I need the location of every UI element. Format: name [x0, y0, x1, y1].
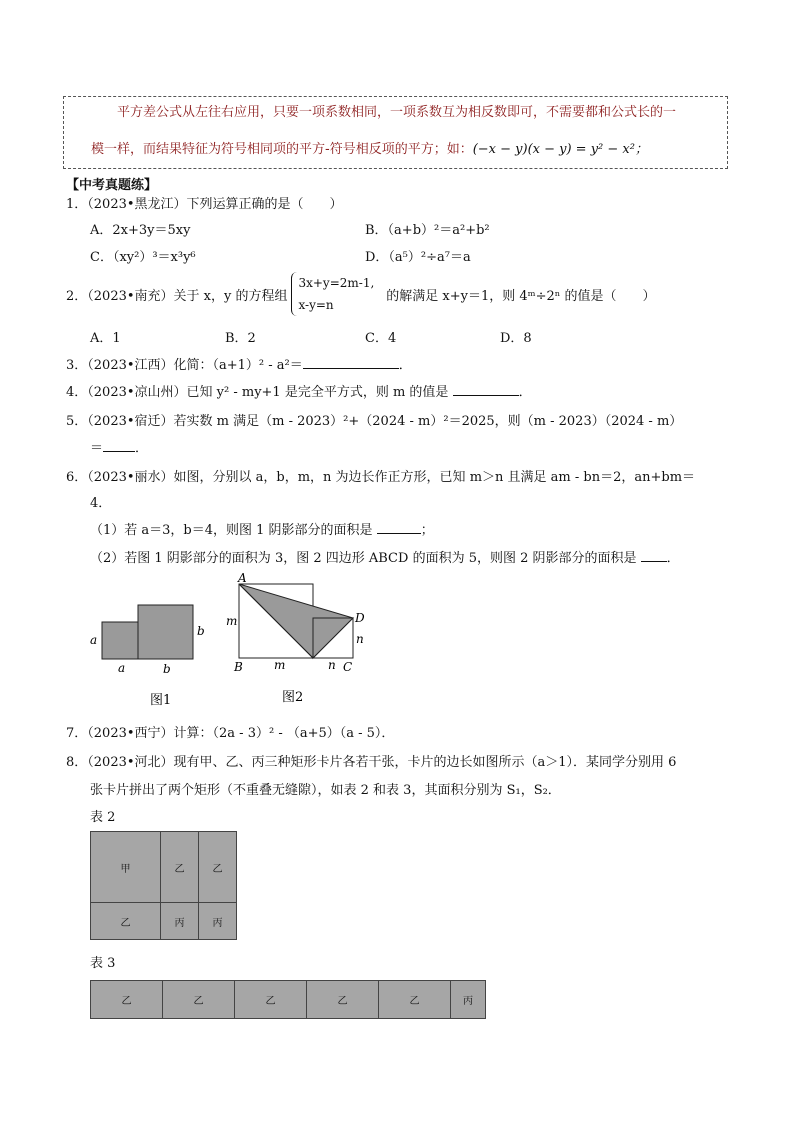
q2-stem — [66, 272, 656, 316]
section-title: 【中考真题练】 — [66, 178, 158, 193]
table2-card-yi: 乙 — [160, 831, 199, 903]
fig1-label-a-side: a — [90, 633, 98, 647]
q4-end: ． — [518, 385, 532, 400]
figure-2 — [222, 570, 372, 710]
q2-eq1: 3x+y=2m-1, — [298, 276, 375, 290]
q8-line2: 张卡片拼出了两个矩形（不重叠无缝隙），如表 2 和表 3，其面积分别为 S₁，S₂． — [90, 783, 561, 798]
table2-figure — [90, 831, 238, 941]
table3-card-yi: 乙 — [90, 980, 163, 1019]
q5-end: ． — [135, 441, 149, 456]
q6-sub2 — [90, 547, 680, 566]
fig2-label-d: D — [355, 611, 365, 625]
fig2-label-a: A — [238, 571, 247, 585]
q3-answer-blank[interactable] — [303, 356, 399, 369]
fig1-label-a-bottom: a — [118, 661, 126, 675]
q6-line2: 4． — [90, 496, 112, 511]
q6-sub1-blank[interactable] — [377, 521, 421, 534]
q5-line2 — [90, 437, 148, 456]
table2-card-yi: 乙 — [198, 831, 237, 903]
fig1-caption: 图1 — [150, 693, 172, 708]
fig2-caption: 图2 — [282, 690, 304, 705]
tip-formula: (−x − y)(x − y) = y² − x²； — [472, 142, 648, 157]
q2-eq2: x-y=n — [298, 298, 334, 312]
fig2-label-n-bottom: n — [328, 658, 336, 672]
fig2-label-b: B — [234, 660, 243, 674]
q7: 7．（2023•西宁）计算：（2a - 3）² - （a+5）（a - 5）． — [66, 726, 395, 741]
table3-figure — [90, 980, 486, 1020]
q1-option-d: D．（a⁵）²÷a⁷＝a — [365, 250, 471, 265]
table2-label: 表 2 — [90, 810, 116, 825]
fig1-label-b-side: b — [197, 624, 205, 638]
q1-stem: 1．（2023•黑龙江）下列运算正确的是（ ） — [66, 197, 343, 212]
q2-option-a: A．1 — [90, 331, 121, 346]
fig1-square-b — [138, 605, 193, 659]
fig1-label-b-bottom: b — [163, 662, 171, 676]
q6-sub1-text: （1）若 a＝3，b＝4，则图 1 阴影部分的面积是 — [90, 523, 373, 538]
q2-pre: 2．（2023•南充）关于 x，y 的方程组 — [66, 288, 288, 304]
table2-card-yi: 乙 — [90, 902, 161, 940]
table3-card-yi: 乙 — [234, 980, 307, 1019]
q1-option-c: C．（xy²）³＝x³y⁶ — [90, 250, 196, 265]
fig2-label-m-bottom: m — [274, 658, 286, 672]
q2-option-c: C．4 — [365, 331, 397, 346]
table3-card-bing: 丙 — [450, 980, 486, 1019]
table3-card-yi: 乙 — [378, 980, 451, 1019]
q3 — [66, 354, 412, 373]
table2-card-jia: 甲 — [90, 831, 161, 903]
q6-sub2-end: ． — [666, 551, 680, 566]
q6-sub2-text: （2）若图 1 阴影部分的面积为 3，图 2 四边形 ABCD 的面积为 5，则图 2 阴影部分的面积是 — [90, 551, 637, 566]
table2-card-bing: 丙 — [160, 902, 199, 940]
tip-line-2 — [91, 138, 648, 157]
q1-option-a: A．2x+3y＝5xy — [90, 223, 191, 238]
q6-sub1-end: ； — [420, 523, 434, 538]
q6-line1: 6．（2023•丽水）如图，分别以 a，b，m，n 为边长作正方形，已知 m＞n 且满足 am - bn＝2，an+bm＝ — [66, 470, 696, 485]
table3-card-yi: 乙 — [162, 980, 235, 1019]
q3-end: ． — [398, 358, 412, 373]
fig2-label-m-side: m — [226, 614, 238, 628]
q4-answer-blank[interactable] — [453, 383, 519, 396]
q6-sub1 — [90, 519, 434, 538]
q4-text: 4．（2023•凉山州）已知 y² - my+1 是完全平方式，则 m 的值是 — [66, 385, 449, 400]
q5-line1: 5．（2023•宿迁）若实数 m 满足（m - 2023）²+（2024 - m）²＝2025，则（m - 2023）（2024 - m） — [66, 414, 683, 429]
q6-sub2-blank[interactable] — [641, 549, 667, 562]
q2-option-b: B．2 — [225, 331, 256, 346]
fig1-square-a — [102, 622, 138, 659]
q2-equation-system — [291, 272, 374, 316]
q2-option-d: D．8 — [500, 331, 532, 346]
q4 — [66, 381, 532, 400]
fig2-label-c: C — [343, 660, 353, 674]
table2-card-bing: 丙 — [198, 902, 237, 940]
q5-eq: ＝ — [90, 441, 104, 456]
q1-option-b: B．（a+b）²＝a²+b² — [365, 223, 490, 238]
q3-text: 3．（2023•江西）化简：（a+1）² - a²＝ — [66, 358, 303, 373]
q2-post: 的解满足 x+y＝1，则 4ᵐ÷2ⁿ 的值是（ ） — [386, 288, 656, 304]
tip-line-2-text: 模一样，而结果特征为符号相同项的平方-符号相反项的平方；如： — [91, 142, 473, 157]
fig2-label-n-side: n — [356, 632, 364, 646]
q8-line1: 8．（2023•河北）现有甲、乙、丙三种矩形卡片各若干张，卡片的边长如图所示（a＞1）．某同学分别用 6 — [66, 755, 677, 770]
tip-line-1: 平方差公式从左往右应用，只要一项系数相同，一项系数互为相反数即可，不需要都和公式长的一 — [117, 105, 677, 120]
fig2-shaded-small — [313, 618, 353, 658]
q5-answer-blank[interactable] — [103, 439, 135, 452]
table3-card-yi: 乙 — [306, 980, 379, 1019]
table3-label: 表 3 — [90, 956, 116, 971]
figure-1 — [85, 600, 215, 710]
